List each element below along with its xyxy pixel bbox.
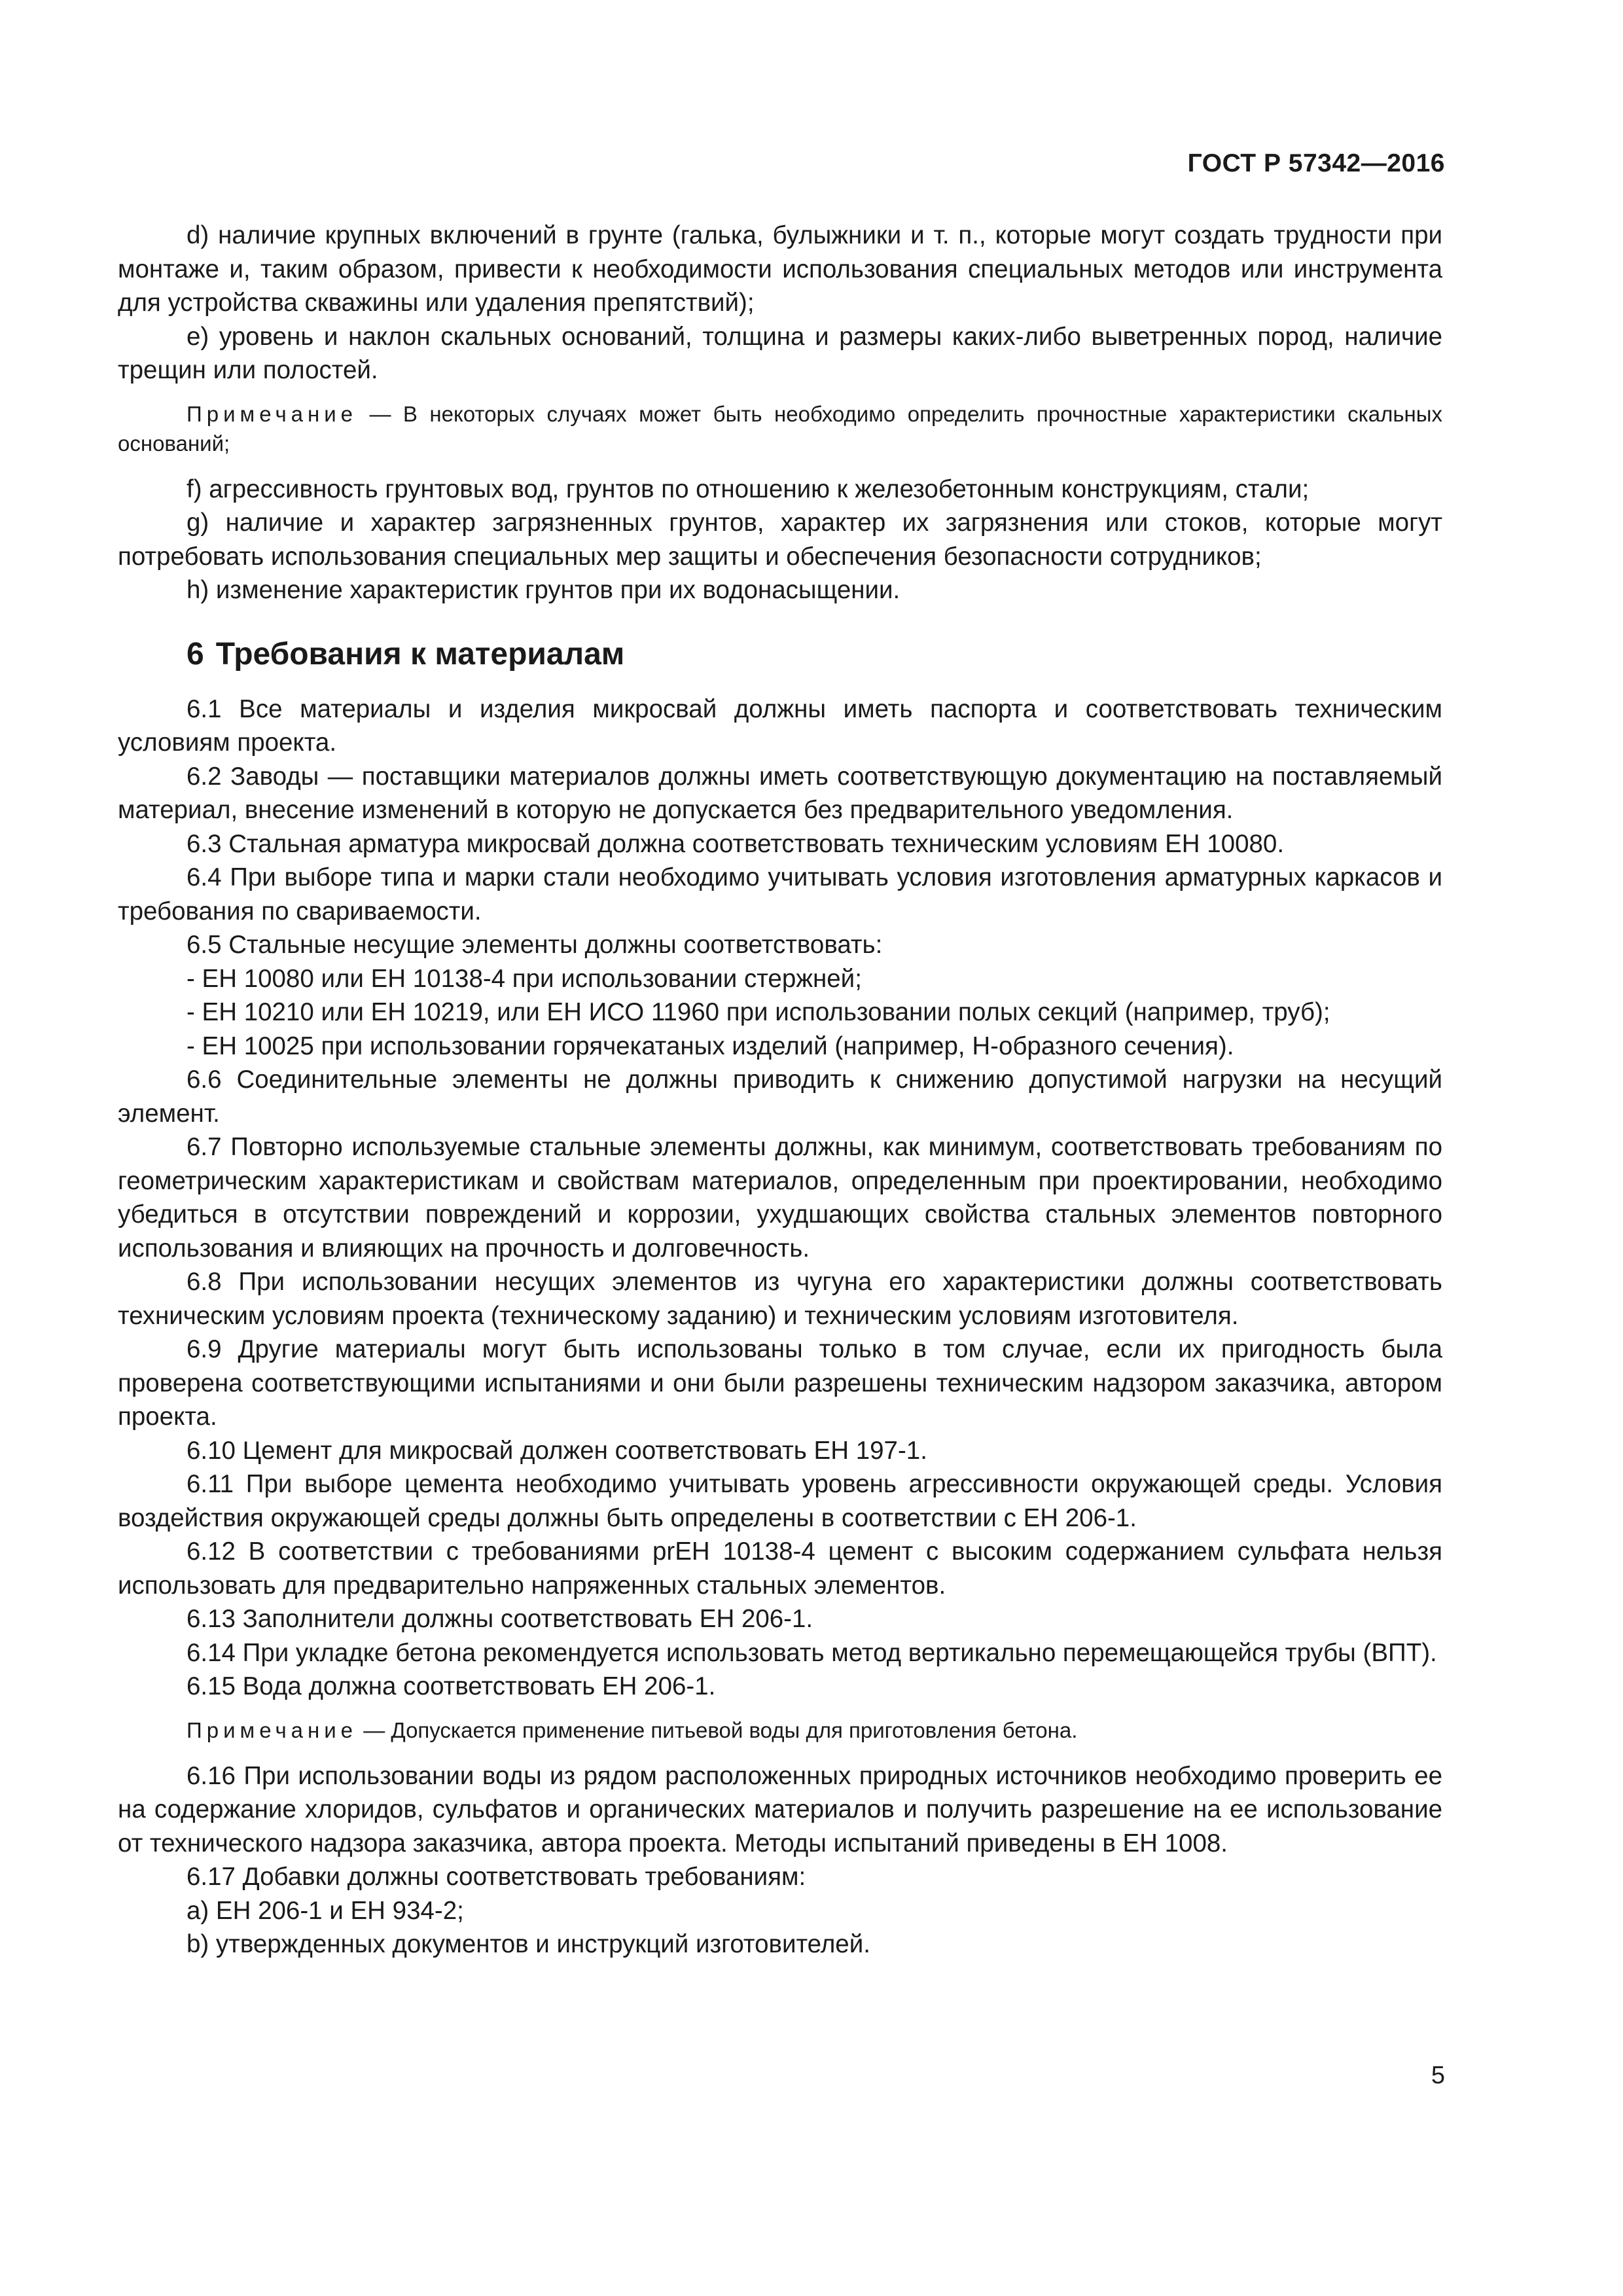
paragraph-6-2: 6.2 Заводы — поставщики материалов должны иметь соответствующую документацию на поставляемый материал, внесение изменений в которую не допускается без предварительного уведомления. xyxy=(118,762,1442,824)
paragraph-6-13: 6.13 Заполнители должны соответствовать ЕН 206-1. xyxy=(187,1605,813,1633)
note-text: — Допускается применение питьевой воды для приготовления бетона. xyxy=(363,1717,1078,1742)
paragraph-6-6: 6.6 Соединительные элементы не должны приводить к снижению допустимой нагрузки на несущий элемент. xyxy=(118,1066,1442,1128)
note-drinking-water xyxy=(118,1715,1442,1745)
paragraph-6-3: 6.3 Стальная арматура микросвай должна соответствовать техническим условиям ЕН 10080. xyxy=(187,829,1285,858)
paragraph-6-8: 6.8 При использовании несущих элементов из чугуна его характеристики должны соответствовать техническим условиям проекта (техническому заданию) и техническим условиям изготовителя. xyxy=(118,1268,1442,1330)
paragraph-6-5: 6.5 Стальные несущие элементы должны соответствовать: xyxy=(187,931,883,959)
paragraph-6-17-item-b: b) утвержденных документов и инструкций изготовителей. xyxy=(187,1930,870,1958)
paragraph-6-12: 6.12 В соответствии с требованиями prЕН 10138-4 цемент с высоким содержанием сульфата нельзя использовать для предварительно напряженных стальных элементов. xyxy=(118,1537,1442,1600)
paragraph-6-10: 6.10 Цемент для микросвай должен соответствовать ЕН 197-1. xyxy=(187,1436,927,1465)
paragraph-6-5-item-2: - ЕН 10210 или ЕН 10219, или ЕН ИСО 11960 при использовании полых секций (например, труб); xyxy=(187,998,1330,1026)
note-rock-strength xyxy=(118,399,1442,458)
paragraph-6-7: 6.7 Повторно используемые стальные элементы должны, как минимум, соответствовать требованиям по геометрическим характеристикам и свойствам материалов, определенным при проектировании, необходимо убедиться в отсутствии повреждений и коррозии, ухудшающих свойства стальных элементов повторного использования и влияющих на прочность и долговечность. xyxy=(118,1133,1442,1263)
paragraph-6-1: 6.1 Все материалы и изделия микросвай должны иметь паспорта и соответствовать техническим условиям проекта. xyxy=(118,694,1442,757)
section-heading xyxy=(118,634,1442,675)
section-title: Требования к материалам xyxy=(215,636,625,672)
list-item-d: d) наличие крупных включений в грунте (галька, булыжники и т. п., которые могут создать трудности при монтаже и, таким образом, привести к необходимости использования специальных методов или инструмента для устройства скважины или удаления препятствий); xyxy=(118,221,1442,317)
list-item-f: f) агрессивность грунтовых вод, грунтов по отношению к железобетонным конструкциям, стали; xyxy=(187,475,1310,503)
paragraph-6-11: 6.11 При выборе цемента необходимо учитывать уровень агрессивности окружающей среды. Условия воздействия окружающей среды должны быть определены в соответствии с ЕН 206-1. xyxy=(118,1470,1442,1532)
page-body xyxy=(118,219,1442,1962)
page-number: 5 xyxy=(1431,2062,1445,2089)
note-label: Примечание xyxy=(187,401,358,426)
paragraph-6-14: 6.14 При укладке бетона рекомендуется использовать метод вертикально перемещающейся трубы (ВПТ). xyxy=(187,1638,1437,1667)
paragraph-6-4: 6.4 При выборе типа и марки стали необходимо учитывать условия изготовления арматурных каркасов и требования по свариваемости. xyxy=(118,863,1442,925)
paragraph-6-15: 6.15 Вода должна соответствовать ЕН 206-1. xyxy=(187,1672,716,1700)
paragraph-6-17: 6.17 Добавки должны соответствовать требованиям: xyxy=(187,1863,806,1891)
note-label: Примечание xyxy=(187,1717,358,1742)
section-number: 6 xyxy=(187,636,204,672)
paragraph-6-9: 6.9 Другие материалы могут быть использованы только в том случае, если их пригодность была проверена соответствующими испытаниями и они были разрешены техническим надзором заказчика, автором проекта. xyxy=(118,1335,1442,1431)
paragraph-6-5-item-3: - ЕН 10025 при использовании горячекатаных изделий (например, Н-образного сечения). xyxy=(187,1031,1234,1060)
standard-designation: ГОСТ Р 57342—2016 xyxy=(1187,149,1445,177)
note-text: — В некоторых случаях может быть необходимо определить прочностные характеристики скальных оснований; xyxy=(118,401,1443,456)
list-item-h: h) изменение характеристик грунтов при их водонасыщении. xyxy=(187,576,901,604)
paragraph-6-5-item-1: - ЕН 10080 или ЕН 10138-4 при использовании стержней; xyxy=(187,964,862,993)
paragraph-6-16: 6.16 При использовании воды из рядом расположенных природных источников необходимо проверить ее на содержание хлоридов, сульфатов и органических материалов и получить разрешение на ее использование от технического надзора заказчика, автора проекта. Методы испытаний приведены в ЕН 1008. xyxy=(118,1761,1442,1857)
paragraph-6-17-item-a: a) ЕН 206-1 и ЕН 934-2; xyxy=(187,1896,464,1925)
list-item-g: g) наличие и характер загрязненных грунтов, характер их загрязнения или стоков, которые могут потребовать использования специальных мер защиты и обеспечения безопасности сотрудников; xyxy=(118,509,1442,571)
list-item-e: e) уровень и наклон скальных оснований, толщина и размеры каких-либо выветренных пород, наличие трещин или полостей. xyxy=(118,322,1442,384)
